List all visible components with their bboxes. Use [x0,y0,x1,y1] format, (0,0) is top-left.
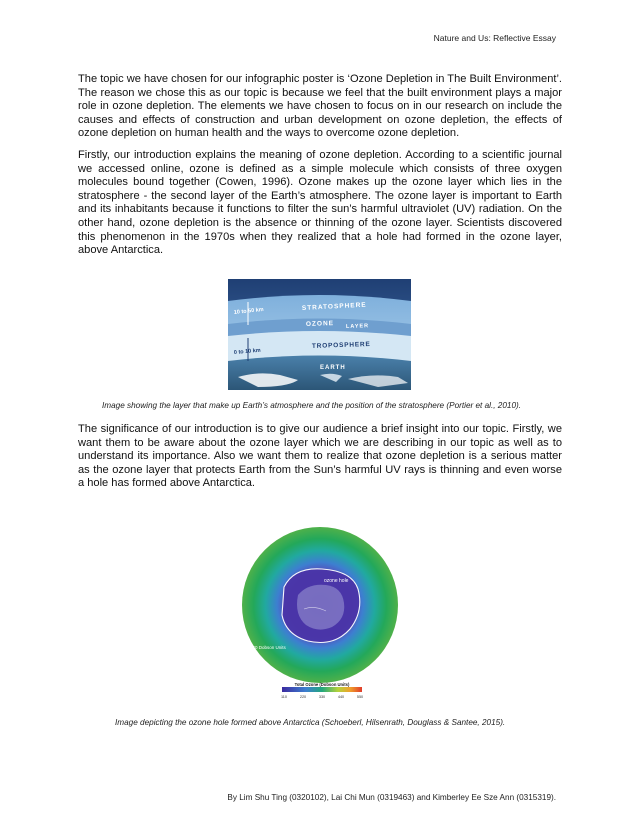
ozone-hole-figure [234,525,406,705]
ozone-hole-label: ozone hole [324,578,349,584]
paragraph-significance: The significance of our introduction is to give our audience a brief insight into our topic. Firstly, we want them to be aware about the ozone layer which we are describing in our topic as well as to understand its importance. Also we want them to realize that ozone depletion is a serious matter as the ozone layer that protects Earth from the Sun’s harmful UV rays is thinning and even worse a hole has formed above Antarctica. [78,423,562,490]
legend-tick: 550 [356,695,364,699]
troposphere-label: TROPOSPHERE [311,340,371,350]
layer-label: LAYER [345,323,370,330]
atmosphere-layers-figure [228,279,411,390]
ozone-label: OZONE [305,320,335,328]
stratosphere-label: STRATOSPHERE [301,301,367,312]
range-bottom-label: 0 to 10 km [233,347,261,356]
dobson-contour-label: 220 Dobson Units [250,645,286,650]
figure-caption-atmosphere: Image showing the layer that make up Earth’s atmosphere and the position of the stratosphere (Portier et al., 2010). [102,401,522,410]
legend-tick: 440 [337,695,345,699]
range-top-label: 10 to 50 km [233,306,265,316]
page-header: Nature and Us: Reflective Essay [433,33,556,43]
legend-tick: 110 [280,695,288,699]
paragraph-introduction: Firstly, our introduction explains the meaning of ozone depletion. According to a scientific journal we accessed online, ozone is defined as a simple molecule which consists of three oxygen molecules bound together (Cowen, 1996). Ozone makes up the ozone layer which lies in the stratosphere - the second layer of the Earth’s atmosphere. The ozone layer is important to Earth and its inhabitants because it functions to filter the sun’s harmful ultraviolet (UV) radiation. On the other hand, ozone depletion is the absence or thinning of the ozone layer. Scientists discovered this phenomenon in the 1970s when they realized that a hole had formed in the ozone layer, above Antarctica. [78,149,562,257]
figure-caption-ozone-hole: Image depicting the ozone hole formed above Antarctica (Schoeberl, Hilsenrath, Douglass & Santee, 2015). [115,718,506,727]
paragraph-topic: The topic we have chosen for our infographic poster is ‘Ozone Depletion in The Built Environment’. The reason we chose this as our topic is because we feel that the built environment plays a major role in ozone depletion. The elements we have chosen to focus on in our research on include the causes and effects of construction and urban development on ozone depletion, the effects of ozone depletion on human health and the ways to overcome ozone depletion. [78,73,562,140]
page-footer-authors: By Lim Shu Ting (0320102), Lai Chi Mun (0319463) and Kimberley Ee Sze Ann (0315319). [227,793,556,802]
legend-title: Total Ozone (Dobson Units) [294,682,350,687]
legend-tick: 220 [299,695,307,699]
legend-tick: 330 [318,695,326,699]
earth-label: EARTH [320,365,346,371]
color-scale-bar [282,687,362,692]
